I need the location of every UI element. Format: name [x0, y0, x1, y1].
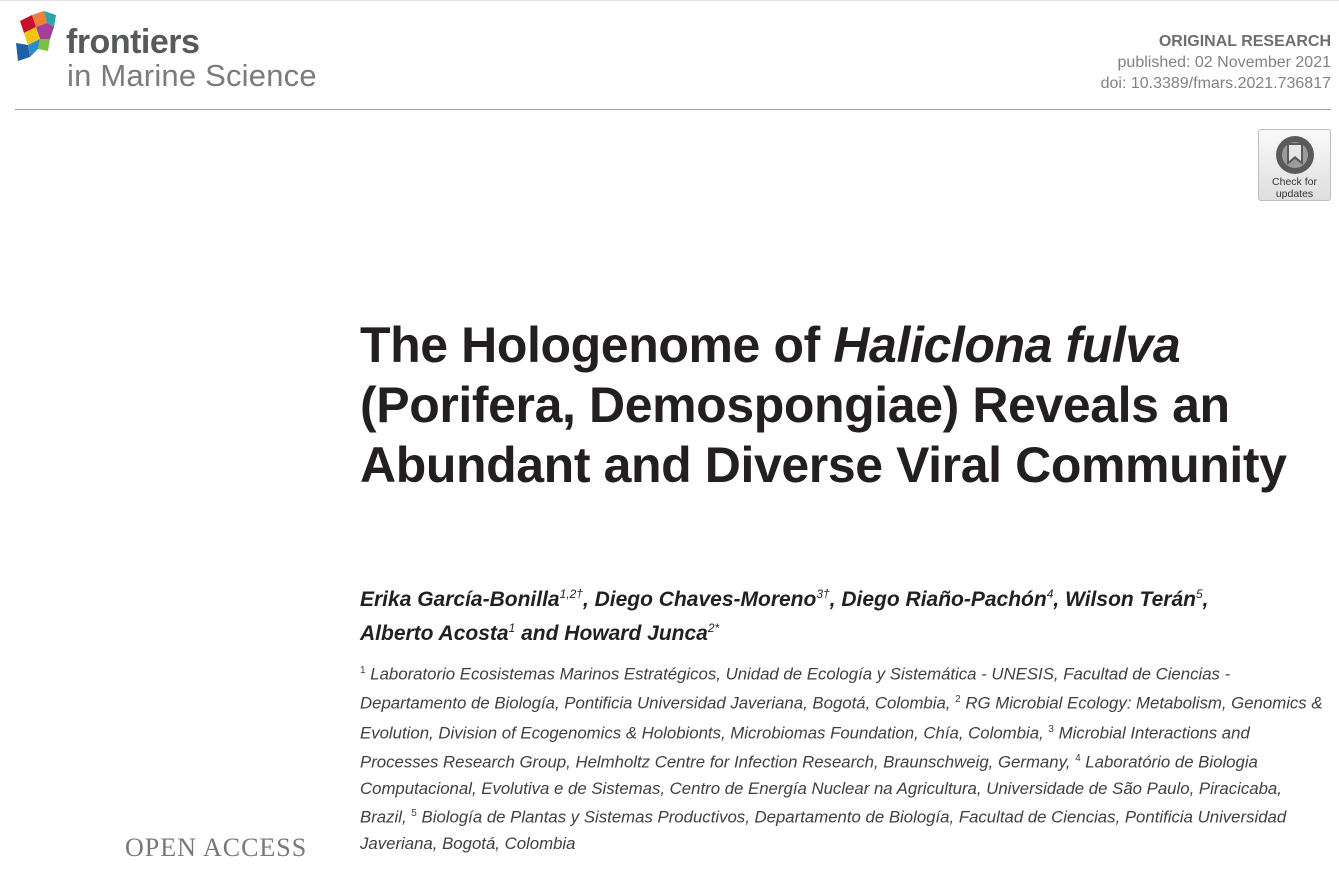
header-divider [15, 109, 1331, 110]
check-for-updates-button[interactable] [1258, 129, 1331, 201]
title-species: Haliclona fulva [833, 317, 1181, 373]
affil-marker: 1 [360, 665, 366, 676]
author-separator: , [829, 588, 842, 611]
author-affil-marker: 3† [816, 587, 830, 601]
frontiers-logo-icon [14, 7, 64, 65]
open-access-label: OPEN ACCESS [125, 833, 308, 862]
journal-brand: frontiers [66, 23, 200, 61]
title-part2: (Porifera, Demospongiae) Reveals an Abundant and Diverse Viral Community [360, 377, 1287, 493]
crossmark-label-line1: Check for [1272, 176, 1317, 188]
author-separator: , [582, 588, 595, 611]
journal-name: in Marine Science [67, 58, 317, 93]
affiliation-text: Biología de Plantas y Sistemas Productivos, Departamento de Biología, Facultad de Ciencias, Pontificia Universidad Javeriana, Bogotá, Colombia [360, 807, 1287, 853]
affiliation-text: Laboratório de Biologia Computacional, Evolutiva e de Sistemas, Centro de Energía Nuclear na Agricultura, Universidade de São Paulo, Piracicaba, Brazil, [360, 752, 1282, 827]
affiliation-text: RG Microbial Ecology: Metabolism, Genomics & Evolution, Division of Ecogenomics & Holobionts, Microbiomas Foundation, Chía, Colombia, [360, 693, 1323, 743]
article-title [360, 315, 1335, 495]
author-affil-marker: 5 [1195, 587, 1203, 601]
affiliations [360, 658, 1330, 857]
author-separator: , [1202, 588, 1215, 611]
doi[interactable]: doi: 10.3389/fmars.2021.736817 [1100, 75, 1331, 92]
affiliation-text: Microbial Interactions and Processes Research Group, Helmholtz Centre for Infection Research, Braunschweig, Germany, [360, 723, 1250, 772]
author-name[interactable]: Erika García-Bonilla [360, 588, 560, 611]
affil-marker: 4 [1075, 753, 1081, 765]
crossmark-label-line2: updates [1275, 188, 1314, 200]
author-name[interactable]: Alberto Acosta [360, 622, 509, 645]
affil-marker: 2 [955, 694, 961, 706]
author-name[interactable]: Diego Chaves-Moreno [594, 588, 817, 611]
affil-marker: 3 [1048, 723, 1054, 735]
title-part1: The Hologenome of [360, 317, 834, 373]
author-name[interactable]: Diego Riaño-Pachón [841, 588, 1047, 611]
article-meta [1101, 31, 1331, 94]
crossmark-icon [1274, 134, 1316, 176]
affil-marker: 5 [411, 808, 417, 820]
affiliation-text: Laboratorio Ecosistemas Marinos Estratégicos, Unidad de Ecología y Sistemática - UNESIS, Facultad de Ciencias - Departamento de Biología, Pontificia Universidad Javeriana, Bogotá, Colombia, [360, 664, 1231, 713]
author-separator: and [515, 622, 565, 645]
author-affil-marker: 4 [1046, 587, 1054, 601]
author-separator: , [1053, 588, 1066, 611]
author-list [360, 580, 1335, 648]
author-affil-marker: 1,2† [559, 587, 583, 601]
published-date: published: 02 November 2021 [1117, 54, 1331, 71]
top-rule [0, 0, 1339, 1]
author-name[interactable]: Wilson Terán [1065, 588, 1196, 611]
article-type: ORIGINAL RESEARCH [1158, 33, 1331, 50]
author-affil-marker: 1 [508, 621, 516, 635]
author-affil-marker: 2* [707, 621, 720, 635]
author-name[interactable]: Howard Junca [564, 622, 708, 645]
